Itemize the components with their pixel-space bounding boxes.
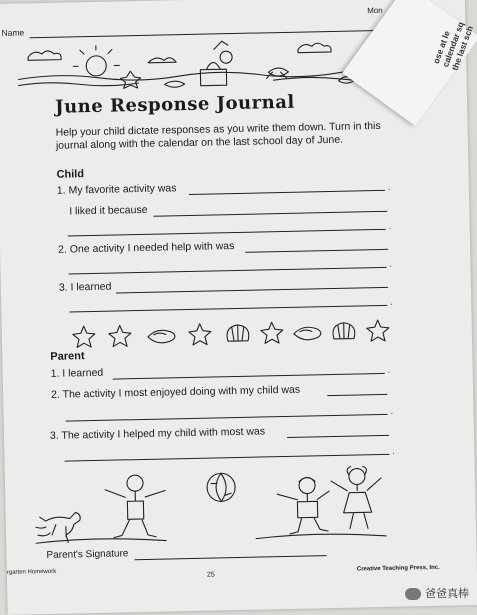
child-question-1: 1. My favorite activity was [56,182,177,197]
parent-question-1: 1. I learned [50,366,104,380]
child-figure-icon [349,468,365,484]
period-mark: . [390,296,393,307]
starfish-icon [73,326,95,347]
footer-left-note: rgarten Homework [6,568,57,576]
child-answer-2-line-2[interactable] [69,267,387,275]
parent-answer-3-line[interactable] [287,435,389,438]
child-answer-1-line[interactable] [189,190,385,195]
starfish-icon [189,324,211,345]
scallop-shell-icon [333,323,355,339]
journal-title: June Response Journal [54,91,295,118]
child-answer-3-line[interactable] [116,287,388,294]
instructions-text: Help your child dictate responses as you write them down. Turn in this journal along with the calendar on the last school day of June. [55,119,381,152]
scallop-shell-icon [227,325,249,341]
child-answer-2-line[interactable] [245,249,388,253]
child-answer-1b-line[interactable] [153,211,387,217]
signature-label: Parent's Signature [46,548,129,562]
conch-shell-icon [148,330,175,343]
parent-answer-2-line-2[interactable] [66,414,388,422]
period-mark: . [387,181,391,192]
signature-line[interactable] [135,555,327,560]
name-label: Name [1,27,25,38]
parent-answer-2-line[interactable] [327,394,387,396]
period-mark: . [390,405,394,416]
month-label: Mon [367,5,383,16]
overlapping-page-text: ose at le calendar sq the last sch [430,20,476,72]
dog-icon [40,512,81,543]
period-mark: . [388,220,392,231]
shell-star-border [72,318,392,349]
starfish-icon [109,325,131,346]
child-figure-icon [127,475,143,491]
child-answer-1b-line-2[interactable] [68,229,386,237]
child-question-1b: I liked it because [69,203,148,218]
starfish-icon [261,322,283,343]
kids-playing-illustration [35,462,387,549]
period-mark: . [387,364,391,375]
watermark [405,585,469,601]
beach-scene-illustration [18,36,399,98]
beach-ball-icon [207,473,236,502]
starfish-icon [367,320,389,341]
period-mark: . [392,445,395,456]
child-question-2: 2. One activity I needed help with was [57,240,235,256]
parent-answer-3-line-2[interactable] [65,454,390,462]
child-heading: Child [56,168,85,181]
conch-shell-icon [294,327,321,340]
watermark-text: 爸爸真棒 [425,587,469,600]
parent-heading: Parent [50,350,85,363]
child-question-3: 3. I learned [58,280,112,294]
page-number: 25 [206,571,215,579]
parent-question-2: 2. The activity I most enjoyed doing with my child was [50,383,301,401]
child-answer-3-line-2[interactable] [69,305,387,313]
wechat-icon [405,588,421,600]
publisher-credit: Creative Teaching Press, Inc. [356,564,440,573]
parent-question-3: 3. The activity I helped my child with most was [49,425,266,442]
period-mark: . [389,258,393,269]
parent-answer-1-line[interactable] [113,373,385,380]
